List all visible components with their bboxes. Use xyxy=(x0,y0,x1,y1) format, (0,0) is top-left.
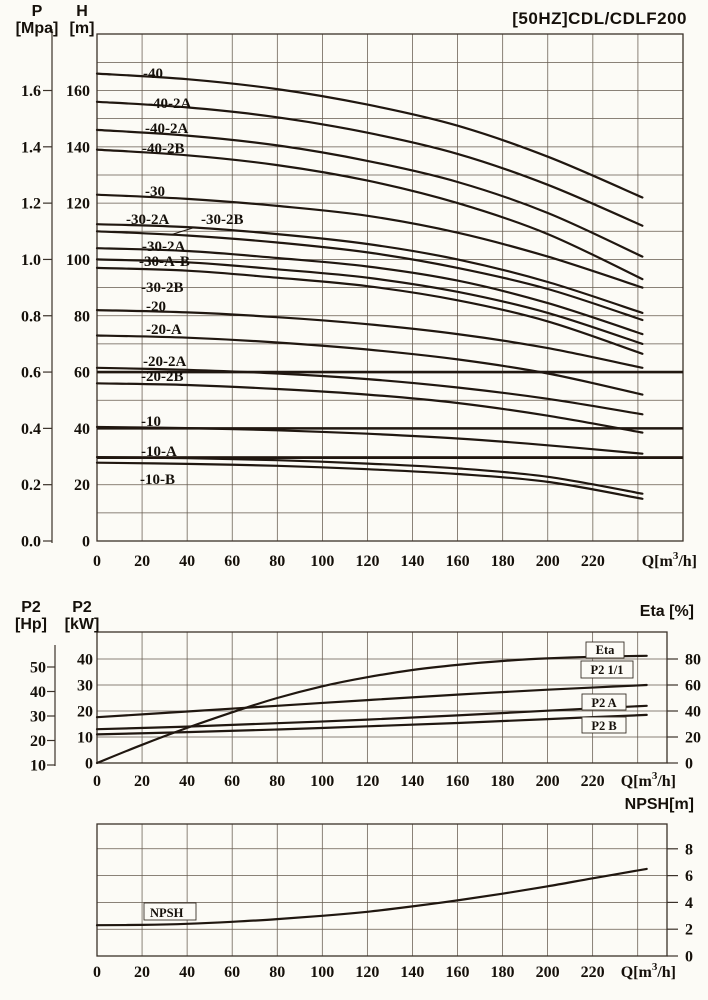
curve-label: Eta xyxy=(595,643,615,657)
x-tick-label: 40 xyxy=(179,553,196,570)
p2-hp-axis-header xyxy=(6,599,56,633)
curve-label: -30-2B xyxy=(201,212,244,228)
x-tick-label: 160 xyxy=(445,964,470,981)
y-tick-label: 60 xyxy=(74,364,90,382)
right-axis-tick-label: 0 xyxy=(685,948,693,966)
p2-kw-axis-header xyxy=(57,599,107,633)
curve-label: -20-A xyxy=(146,322,182,338)
right-axis-tick-label: 80 xyxy=(685,651,701,669)
right-axis-tick-label: 6 xyxy=(685,868,693,886)
scalebar-tick-label: 30 xyxy=(30,708,46,726)
x-tick-label: 220 xyxy=(580,773,605,790)
x-tick-label: 80 xyxy=(269,553,286,570)
curve-label: P2 A xyxy=(591,696,617,710)
x-tick-label: 80 xyxy=(269,964,286,981)
chart-power xyxy=(30,632,701,790)
curve-label: NPSH xyxy=(150,906,184,920)
scalebar-tick-label: 40 xyxy=(30,684,46,701)
x-tick-label: 140 xyxy=(400,773,425,790)
p2-hp-axis-name: P2 xyxy=(21,599,41,616)
x-tick-label: 40 xyxy=(179,964,196,981)
plot-border xyxy=(97,632,667,763)
right-axis-tick-label: 0 xyxy=(685,755,693,773)
y-tick-label: 20 xyxy=(77,703,93,721)
scalebar-tick-label: 0.4 xyxy=(21,420,41,438)
x-tick-label: 200 xyxy=(535,964,560,981)
curve--20-2B xyxy=(97,383,642,432)
y-tick-label: 0 xyxy=(85,755,93,773)
scalebar-tick-label: 10 xyxy=(30,757,46,775)
scalebar-tick-label: 0.6 xyxy=(21,364,41,382)
x-tick-label: 160 xyxy=(445,773,470,790)
x-tick-label: 0 xyxy=(93,964,101,981)
curve--10-B xyxy=(97,463,642,499)
x-tick-label: 20 xyxy=(134,553,151,570)
y-tick-label: 140 xyxy=(66,139,90,157)
x-tick-label: 120 xyxy=(355,773,380,790)
x-tick-label: 60 xyxy=(224,553,241,570)
x-tick-label: 120 xyxy=(355,964,380,981)
p-axis-header xyxy=(8,3,66,37)
curve-P2 1/1 xyxy=(97,685,647,717)
curve-label: -30 xyxy=(145,184,165,200)
right-axis-tick-label: 20 xyxy=(685,729,701,747)
h-axis-unit: [m] xyxy=(69,20,95,37)
p2-hp-axis-unit: [Hp] xyxy=(15,616,47,633)
x-tick-label: 200 xyxy=(535,553,560,570)
y-tick-label: 20 xyxy=(74,477,90,495)
p-axis-unit: [Mpa] xyxy=(15,20,59,37)
npsh-axis-title: NPSH[m] xyxy=(624,796,694,813)
x-axis-unit-label: $Q[m^3/h]$ xyxy=(620,961,676,981)
scalebar-tick-label: 1.2 xyxy=(21,195,41,213)
right-axis-tick-label: 60 xyxy=(685,677,701,695)
x-tick-label: 0 xyxy=(93,553,101,570)
x-tick-label: 180 xyxy=(490,553,515,570)
plot-border xyxy=(97,824,667,956)
p-axis-name: P xyxy=(31,3,43,20)
eta-axis-title: Eta [%] xyxy=(639,603,694,620)
y-tick-label: 120 xyxy=(66,195,90,213)
right-axis-tick-label: 4 xyxy=(685,894,693,912)
x-tick-label: 60 xyxy=(224,773,241,790)
x-tick-label: 180 xyxy=(490,773,515,790)
chart-npsh xyxy=(93,824,693,981)
x-tick-label: 180 xyxy=(490,964,515,981)
x-tick-label: 20 xyxy=(134,773,151,790)
y-tick-label: 30 xyxy=(77,677,93,695)
y-tick-label: 0 xyxy=(82,533,90,551)
x-tick-label: 100 xyxy=(310,964,335,981)
curve-label: P2 1/1 xyxy=(590,663,624,677)
h-axis-header xyxy=(62,3,102,37)
curve-P2 B xyxy=(97,715,647,735)
page-title: [50HZ]CDL/CDLF200 xyxy=(512,9,687,28)
scalebar-tick-label: 50 xyxy=(30,659,46,677)
x-tick-label: 60 xyxy=(224,964,241,981)
x-tick-label: 120 xyxy=(355,553,380,570)
x-tick-label: 0 xyxy=(93,773,101,790)
p2-kw-axis-unit: [kW] xyxy=(64,616,100,633)
x-tick-label: 100 xyxy=(310,553,335,570)
x-axis-unit-label: $Q[m^3/h]$ xyxy=(620,770,676,790)
x-tick-label: 220 xyxy=(580,964,605,981)
x-tick-label: 220 xyxy=(580,553,605,570)
scalebar-tick-label: 20 xyxy=(30,733,46,750)
y-tick-label: 10 xyxy=(77,729,93,747)
curve-label: -40-2A xyxy=(148,96,192,112)
curve-label: -30-2B xyxy=(141,280,184,296)
curve-label: -40 xyxy=(143,66,163,82)
chart-hq xyxy=(21,29,697,570)
scalebar-tick-label: 1.6 xyxy=(21,83,41,101)
curve-label: -20 xyxy=(146,299,166,315)
x-tick-label: 100 xyxy=(310,773,335,790)
curve-label: -40-2B xyxy=(142,141,185,157)
curve-label: -10 xyxy=(141,414,161,430)
p2-kw-axis-name: P2 xyxy=(72,599,92,616)
y-tick-label: 100 xyxy=(66,251,90,269)
curve-label: -30-2A xyxy=(142,239,186,255)
y-tick-label: 40 xyxy=(77,651,93,669)
scalebar-tick-label: 0.0 xyxy=(21,533,41,551)
right-axis-tick-label: 40 xyxy=(685,703,701,721)
curve--10 xyxy=(97,427,642,454)
scalebar-tick-label: 1.0 xyxy=(21,251,41,269)
scalebar-tick-label: 0.2 xyxy=(21,477,41,495)
curve-label: -10-B xyxy=(140,472,175,488)
x-tick-label: 140 xyxy=(400,964,425,981)
curve-label: -10-A xyxy=(141,444,177,460)
curve-label: -30-2A xyxy=(126,212,170,228)
x-axis-unit-label: $Q[m^3/h]$ xyxy=(641,550,697,570)
x-tick-label: 80 xyxy=(269,773,286,790)
right-axis-tick-label: 2 xyxy=(685,921,693,939)
curve--10-A xyxy=(97,457,642,494)
curve-label: P2 B xyxy=(591,719,617,733)
x-tick-label: 200 xyxy=(535,773,560,790)
right-axis-tick-label: 8 xyxy=(685,841,693,859)
curve-label: -20-2B xyxy=(141,369,184,385)
x-tick-label: 40 xyxy=(179,773,196,790)
x-tick-label: 140 xyxy=(400,553,425,570)
y-tick-label: 160 xyxy=(66,83,90,101)
x-tick-label: 160 xyxy=(445,553,470,570)
y-tick-label: 80 xyxy=(74,308,90,326)
h-axis-name: H xyxy=(76,3,88,20)
curve-label: -20-2A xyxy=(143,354,187,370)
y-tick-label: 40 xyxy=(74,420,90,438)
x-tick-label: 20 xyxy=(134,964,151,981)
scalebar-tick-label: 0.8 xyxy=(21,308,41,326)
scalebar-tick-label: 1.4 xyxy=(21,139,41,157)
curve-label: -30-A-B xyxy=(139,254,190,270)
curve-label: -40-2A xyxy=(145,121,189,137)
